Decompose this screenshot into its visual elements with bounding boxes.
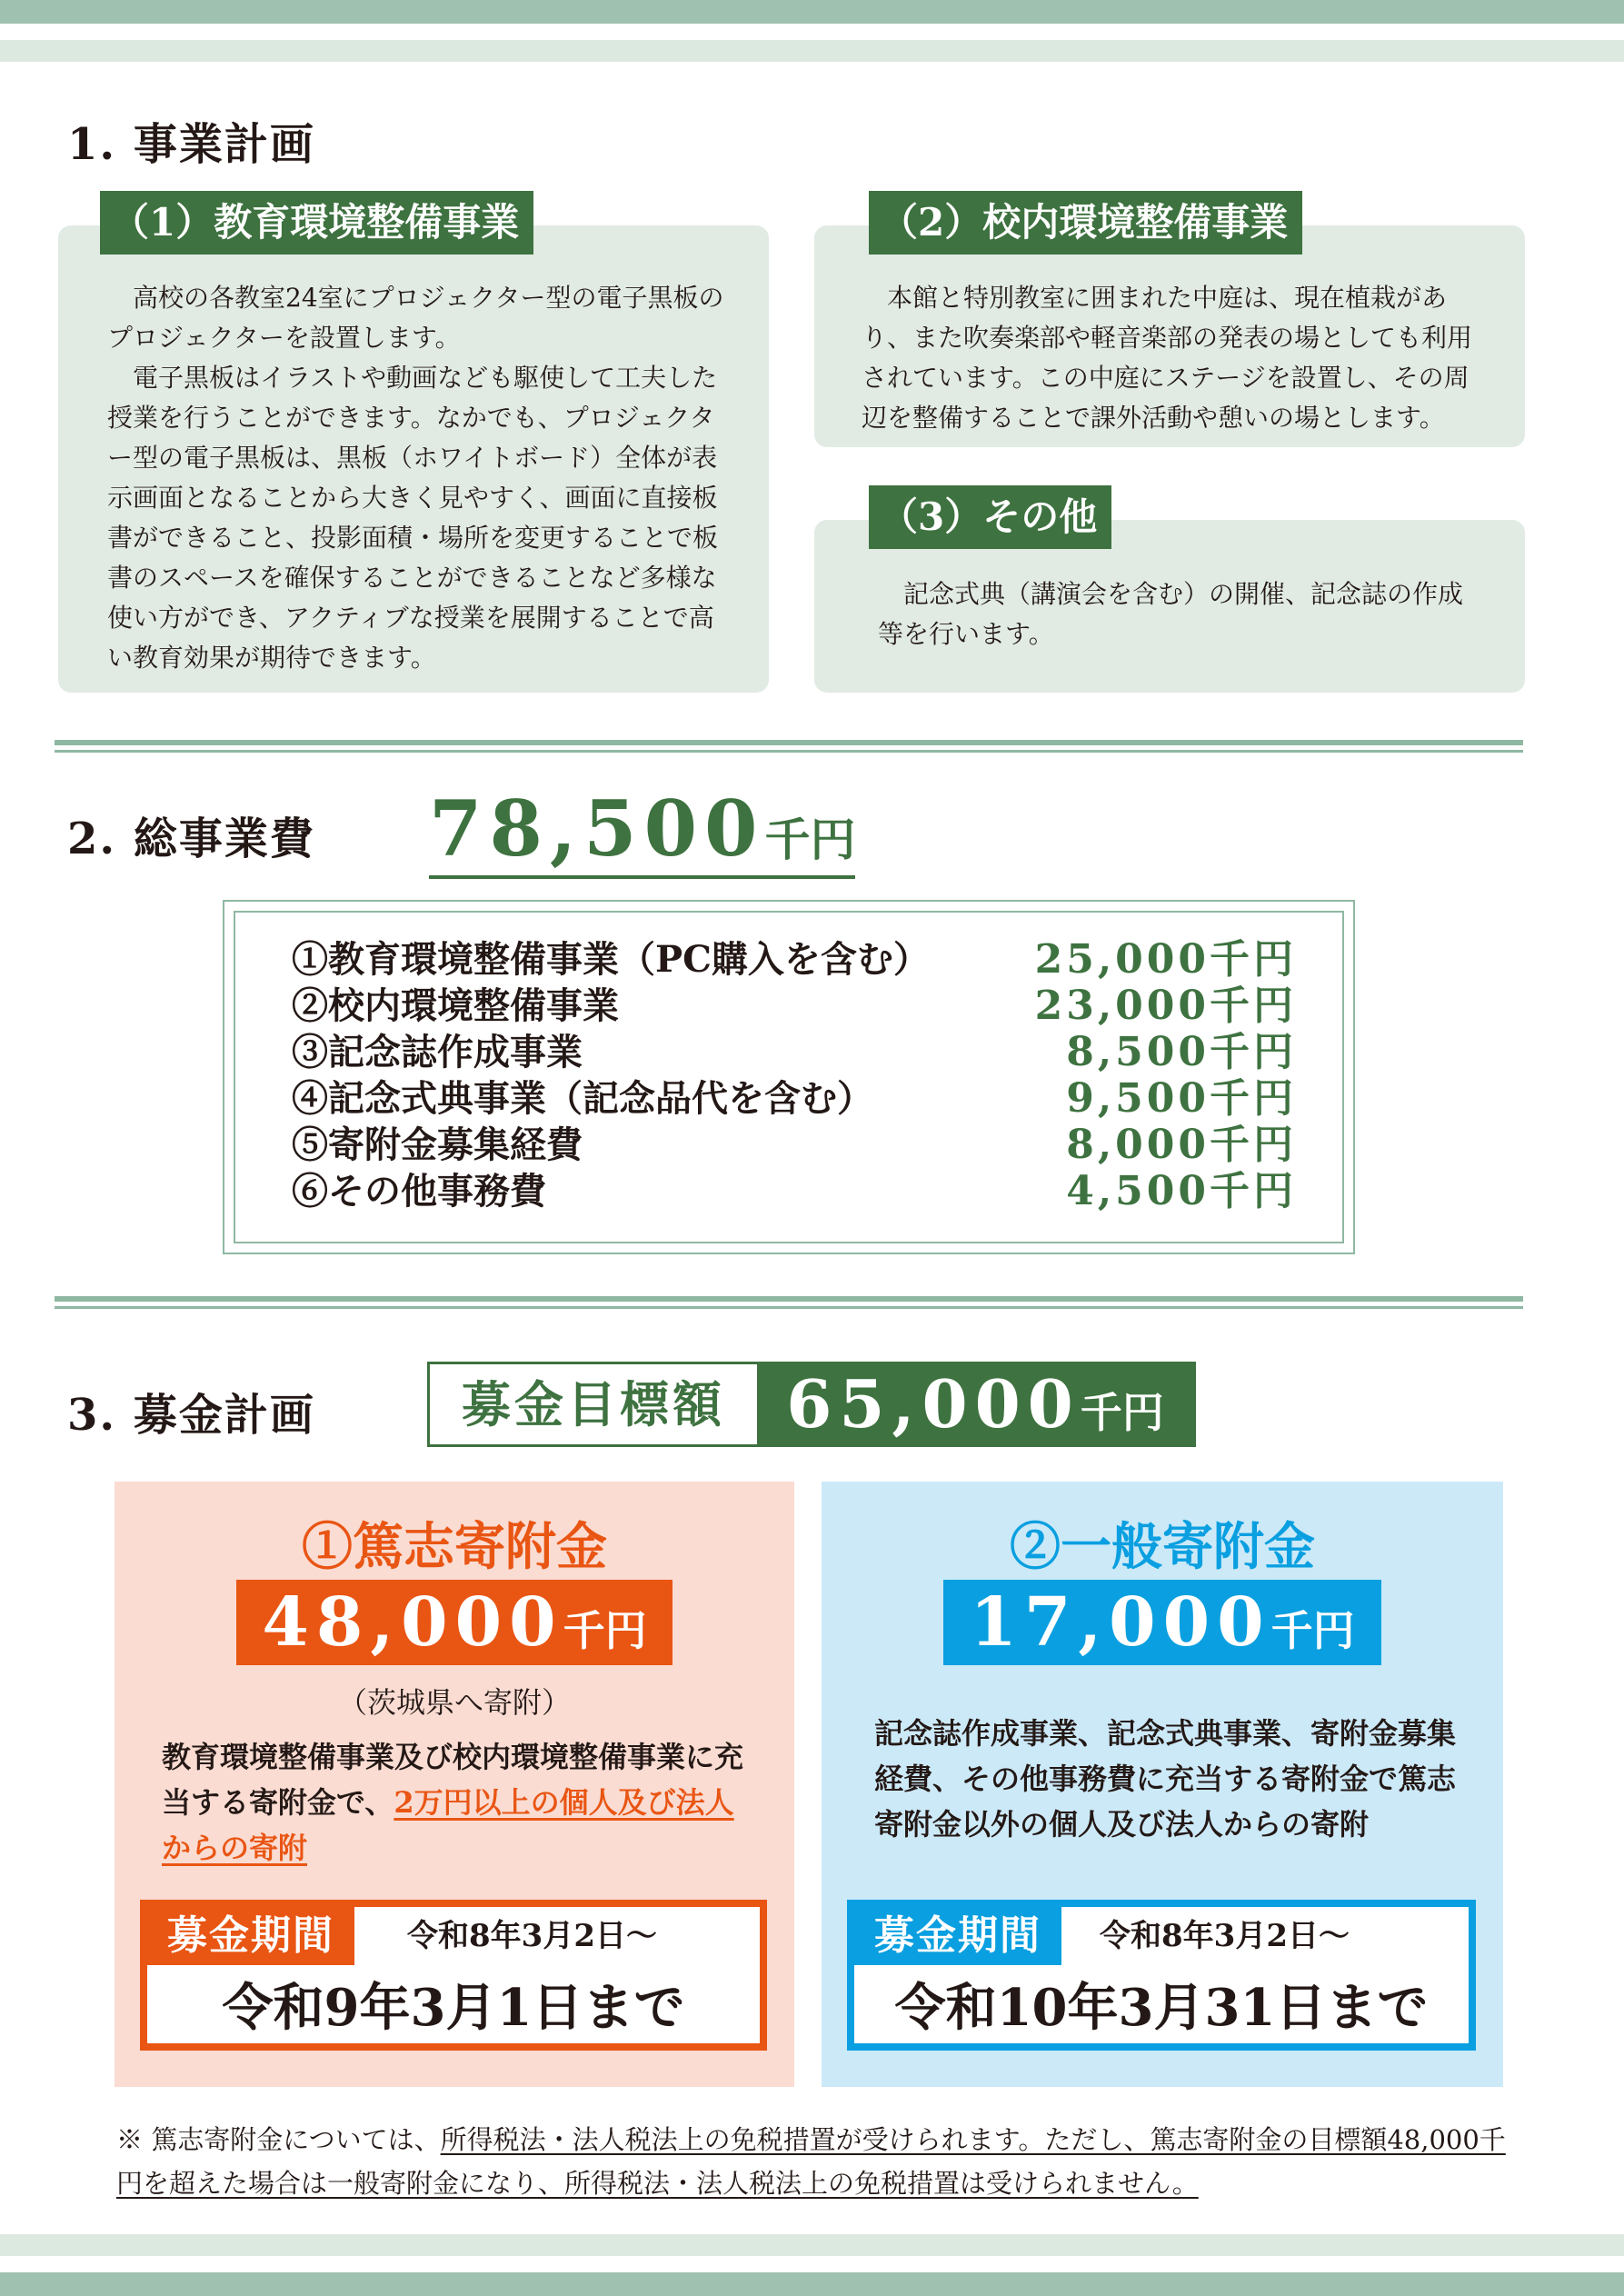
total-cost-value: 78,500 — [429, 784, 765, 873]
general-donation-amount — [943, 1580, 1381, 1665]
breakdown-row — [292, 983, 1297, 1030]
breakdown-label: ④記念式典事業（記念品代を含む） — [292, 1077, 873, 1120]
breakdown-row — [292, 1122, 1297, 1169]
card-other-label: （3）その他 — [869, 485, 1111, 549]
card-campus-text — [862, 278, 1489, 438]
breakdown-row — [292, 1029, 1297, 1076]
special-donation-amount — [236, 1580, 673, 1665]
goal-label: 募金目標額 — [430, 1364, 757, 1444]
general-donation-title: ②一般寄附金 — [1010, 1517, 1315, 1577]
section3-title: 3. 募金計画 — [67, 1390, 315, 1441]
cost-breakdown-box — [223, 900, 1355, 1254]
total-cost-unit: 千円 — [764, 813, 856, 866]
total-cost — [429, 784, 855, 879]
general-donation-period-label: 募金期間 — [854, 1907, 1061, 1965]
goal-unit: 千円 — [1080, 1388, 1164, 1437]
special-donation-value: 48,000 — [262, 1583, 563, 1662]
top-band-light — [0, 40, 1624, 62]
special-donation-period — [140, 1900, 767, 2051]
tax-footnote — [116, 2118, 1516, 2205]
divider-1 — [55, 740, 1523, 753]
section2-title: 2. 総事業費 — [67, 814, 315, 864]
fundraising-goal — [427, 1362, 1196, 1447]
breakdown-amount: 4,500千円 — [1066, 1168, 1297, 1214]
breakdown-row — [292, 1075, 1297, 1123]
special-donation-desc-text: 教育環境整備事業及び校内環境整備事業に充当する寄附金で、 — [162, 1740, 744, 1820]
breakdown-amount: 8,500千円 — [1066, 1029, 1297, 1075]
top-band-dark — [0, 0, 1624, 24]
general-donation-period — [847, 1900, 1476, 2051]
breakdown-label: ⑤寄附金募集経費 — [292, 1123, 583, 1166]
bottom-band-light — [0, 2234, 1624, 2256]
card-education-paragraph-2: 電子黒板はイラストや動画なども駆使して工夫した授業を行うことができます。なかでも、プロジェクター型の電子黒板は、黒板（ホワイトボード）全体が表示画面となることから大きく見やすく、画面に直接板書ができること、投影面積・場所を変更することで板書のスペースを確保することができることなど多様な使い方ができ、アクティブな授業を展開することで高い教育効果が期待できます。 — [107, 363, 719, 673]
cost-breakdown-inner — [234, 911, 1344, 1243]
card-other-text — [878, 574, 1478, 654]
footnote-prefix: ※ 篤志寄附金については、 — [116, 2124, 441, 2155]
card-education — [58, 225, 769, 693]
general-donation-desc: 記念誌作成事業、記念式典事業、寄附金募集経費、その他事務費に充当する寄附金で篤志寄附金以外の個人及び法人からの寄附 — [874, 1716, 1457, 1842]
breakdown-label: ②校内環境整備事業 — [292, 984, 619, 1027]
goal-value: 65,000 — [786, 1365, 1081, 1442]
breakdown-label: ⑥その他事務費 — [292, 1170, 546, 1213]
card-campus — [814, 225, 1525, 447]
general-donation-value: 17,000 — [970, 1583, 1271, 1662]
breakdown-amount: 8,000千円 — [1066, 1122, 1297, 1168]
breakdown-amount: 25,000千円 — [1034, 936, 1297, 983]
card-campus-paragraph-1: 本館と特別教室に囲まれた中庭は、現在植栽があり、また吹奏楽部や軽音楽部の発表の場としても利用されています。この中庭にステージを設置し、その周辺を整備することで課外活動や憩いの場とします。 — [862, 283, 1473, 433]
divider-2 — [55, 1296, 1523, 1309]
footnote-underlined: 所得税法・法人税法上の免税措置が受けられます。ただし、篤志寄附金の目標額48,000千円を超えた場合は一般寄附金になり、所得税法・法人税法上の免税措置は受けられません。 — [116, 2124, 1506, 2199]
bottom-band-dark — [0, 2272, 1624, 2296]
special-donation-note: （茨城県へ寄附） — [337, 1685, 571, 1720]
card-education-label: （1）教育環境整備事業 — [100, 191, 533, 255]
panel-general-donation — [822, 1482, 1503, 2087]
breakdown-amount: 23,000千円 — [1034, 983, 1297, 1029]
goal-amount — [757, 1364, 1193, 1444]
special-donation-desc — [162, 1734, 762, 1871]
breakdown-label: ③記念誌作成事業 — [292, 1031, 583, 1073]
special-donation-unit: 千円 — [563, 1606, 647, 1655]
special-donation-period-to: 令和9年3月1日まで — [222, 1978, 685, 2038]
special-donation-desc-highlight: 2万円以上の個人及び法人からの寄附 — [162, 1785, 734, 1865]
general-donation-period-from: 令和8年3月2日〜 — [1100, 1918, 1350, 1954]
general-donation-period-to: 令和10年3月31日まで — [894, 1978, 1429, 2038]
general-donation-unit: 千円 — [1270, 1606, 1355, 1655]
special-donation-title: ①篤志寄附金 — [302, 1517, 607, 1577]
breakdown-row — [292, 936, 1297, 983]
special-donation-period-from: 令和8年3月2日〜 — [407, 1918, 657, 1954]
breakdown-amount: 9,500千円 — [1066, 1075, 1297, 1122]
card-other-paragraph-1: 記念式典（講演会を含む）の開催、記念誌の作成等を行います。 — [878, 579, 1464, 649]
panel-special-donation — [115, 1482, 794, 2087]
special-donation-period-label: 募金期間 — [147, 1907, 354, 1965]
section1-title: 1. 事業計画 — [67, 119, 315, 170]
breakdown-label: ①教育環境整備事業（PC購入を含む） — [292, 938, 930, 981]
card-campus-label: （2）校内環境整備事業 — [869, 191, 1302, 255]
breakdown-row — [292, 1168, 1297, 1215]
card-education-paragraph-1: 高校の各教室24室にプロジェクター型の電子黒板のプロジェクターを設置します。 — [107, 283, 724, 353]
card-education-text — [107, 278, 734, 678]
